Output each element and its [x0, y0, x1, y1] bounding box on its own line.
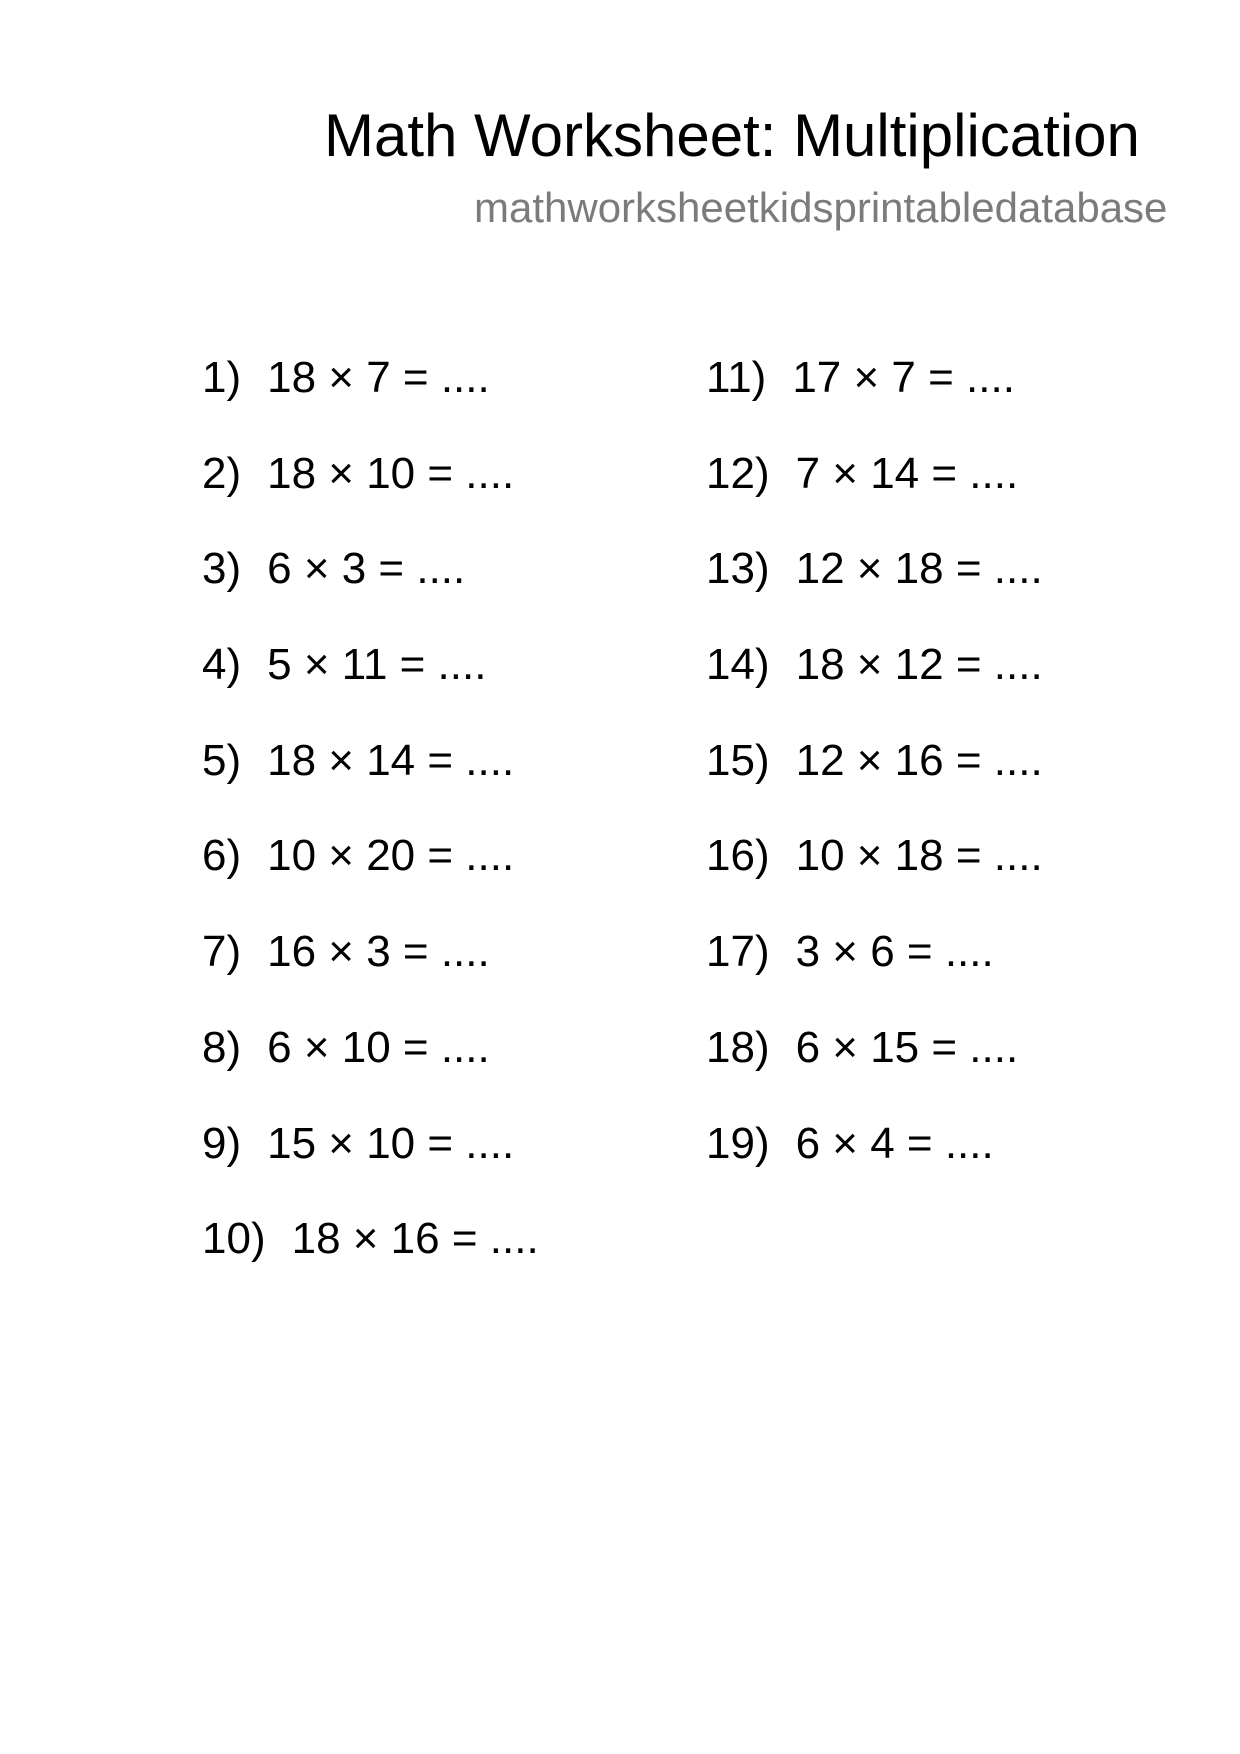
problem-item [706, 830, 1043, 926]
problem-expression: 18 × 10 = .... [267, 448, 515, 498]
problem-item [202, 1118, 539, 1214]
problem-number: 3) [202, 544, 242, 594]
problem-item [706, 543, 1043, 639]
problem-expression: 15 × 10 = .... [267, 1118, 515, 1168]
problem-number: 13) [706, 544, 770, 594]
problem-item [202, 1213, 539, 1309]
problem-item [202, 830, 539, 926]
problem-item [706, 1118, 1043, 1214]
problem-expression: 6 × 15 = .... [795, 1022, 1019, 1072]
problem-item [202, 639, 539, 735]
problem-number: 1) [202, 353, 242, 402]
problem-number: 9) [202, 1118, 242, 1168]
problem-number: 2) [202, 448, 242, 498]
problem-expression: 7 × 14 = .... [795, 448, 1019, 498]
problem-item [706, 639, 1043, 735]
problem-expression: 12 × 18 = .... [795, 544, 1043, 594]
problem-expression: 5 × 11 = .... [267, 640, 487, 690]
worksheet-title: Math Worksheet: Multiplication [324, 102, 1140, 169]
problem-item [706, 735, 1043, 831]
worksheet-source: mathworksheetkidsprintabledatabase [474, 184, 1168, 231]
problem-expression: 17 × 7 = .... [792, 353, 1015, 402]
problem-number: 15) [706, 735, 770, 785]
problem-number: 8) [202, 1022, 242, 1072]
problem-number: 11) [706, 353, 767, 402]
problem-number: 4) [202, 640, 242, 690]
problem-expression: 10 × 20 = .... [267, 831, 515, 881]
problem-item [202, 448, 539, 544]
problem-expression: 6 × 4 = .... [795, 1118, 994, 1168]
problem-expression: 16 × 3 = .... [267, 927, 490, 977]
problem-number: 17) [706, 927, 770, 977]
problem-item [706, 1022, 1043, 1118]
problem-item [202, 735, 539, 831]
problem-number: 14) [706, 640, 770, 690]
problem-expression: 3 × 6 = .... [795, 927, 994, 977]
problem-item [202, 1022, 539, 1118]
problem-expression: 18 × 7 = .... [267, 353, 490, 402]
problem-column-right [706, 352, 1043, 1213]
problem-expression: 10 × 18 = .... [795, 831, 1043, 881]
problem-number: 6) [202, 831, 242, 881]
problem-number: 7) [202, 927, 242, 977]
problem-expression: 18 × 14 = .... [267, 735, 515, 785]
problem-expression: 6 × 10 = .... [267, 1022, 490, 1072]
problem-item [202, 543, 539, 639]
problem-number: 10) [202, 1214, 266, 1264]
problem-item [706, 352, 1043, 448]
problem-column-left [202, 352, 539, 1309]
problem-item [202, 352, 539, 448]
problem-expression: 12 × 16 = .... [795, 735, 1043, 785]
problem-number: 19) [706, 1118, 770, 1168]
problem-item [202, 926, 539, 1022]
problem-item [706, 448, 1043, 544]
problem-expression: 18 × 16 = .... [291, 1214, 539, 1264]
problem-expression: 18 × 12 = .... [795, 640, 1043, 690]
problem-number: 12) [706, 448, 770, 498]
problem-number: 5) [202, 735, 242, 785]
problem-expression: 6 × 3 = .... [267, 544, 466, 594]
problem-number: 18) [706, 1022, 770, 1072]
problem-number: 16) [706, 831, 770, 881]
problem-item [706, 926, 1043, 1022]
